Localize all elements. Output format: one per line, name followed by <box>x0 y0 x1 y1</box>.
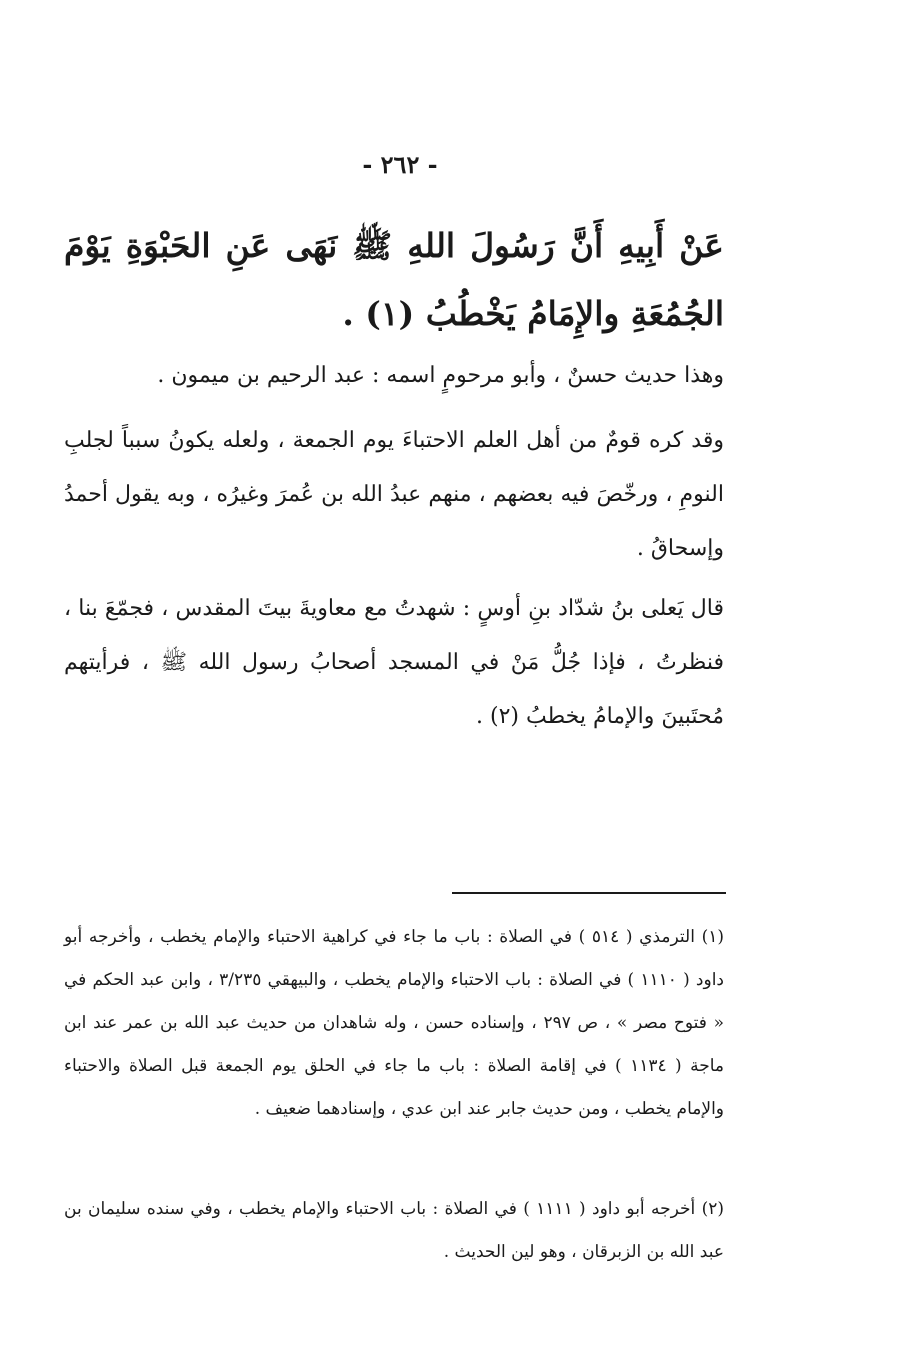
page-number: - ٢٦٢ - <box>362 150 438 179</box>
paragraph-narrator-note: وهذا حديث حسنٌ ، وأبو مرحومٍ اسمه : عبد الرحيم بن ميمون . <box>157 363 724 388</box>
paragraph-yala-narration: قال يَعلى بنُ شدّاد بنِ أوسٍ : شهدتُ مع معاويةَ بيتَ المقدس ، فجمّعَ بنا ، فنظرتُ ، فإذا جُلُّ مَنْ في المسجد أصحابُ رسول الله ﷺ ، فرأيتهم مُحتَبينَ والإمامُ يخطبُ (٢) . <box>64 596 724 729</box>
paragraph-scholars-opinion: وقد كره قومٌ من أهل العلم الاحتباءَ يوم الجمعة ، ولعله يكونُ سبباً لجلبِ النومِ ، ورخّصَ فيه بعضهم ، منهم عبدُ الله بن عُمرَ وغيرُه ، وبه يقول أحمدُ وإسحاقُ . <box>64 428 724 561</box>
hadith-text: عَنْ أَبِيهِ أَنَّ رَسُولَ اللهِ ﷺ نَهَى عَنِ الحَبْوَةِ يَوْمَ الجُمُعَةِ والإِمَامُ يَخْطُبُ (١) . <box>64 226 724 333</box>
footnote-1: (١) الترمذي ( ٥١٤ ) في الصلاة : باب ما جاء في كراهية الاحتباء والإمام يخطب ، وأخرجه أبو داود ( ١١١٠ ) في الصلاة : باب الاحتباء والإمام يخطب ، والبيهقي ٣/٢٣٥ ، وابن عبد الحكم في « فتوح مصر » ، ص ٢٩٧ ، وإسناده حسن ، وله شاهدان من حديث عبد الله بن عمر عند ابن ماجة ( ١١٣٤ ) في إقامة الصلاة : باب ما جاء في الحلق يوم الجمعة قبل الصلاة والاحتباء والإمام يخطب ، ومن حديث جابر عند ابن عدي ، وإسنادهما ضعيف . <box>64 927 724 1119</box>
footnote-separator <box>452 892 726 894</box>
footnote-2: (٢) أخرجه أبو داود ( ١١١١ ) في الصلاة : باب الاحتباء والإمام يخطب ، وفي سنده سليمان بن عبد الله بن الزبرقان ، وهو لين الحديث . <box>64 1199 724 1262</box>
